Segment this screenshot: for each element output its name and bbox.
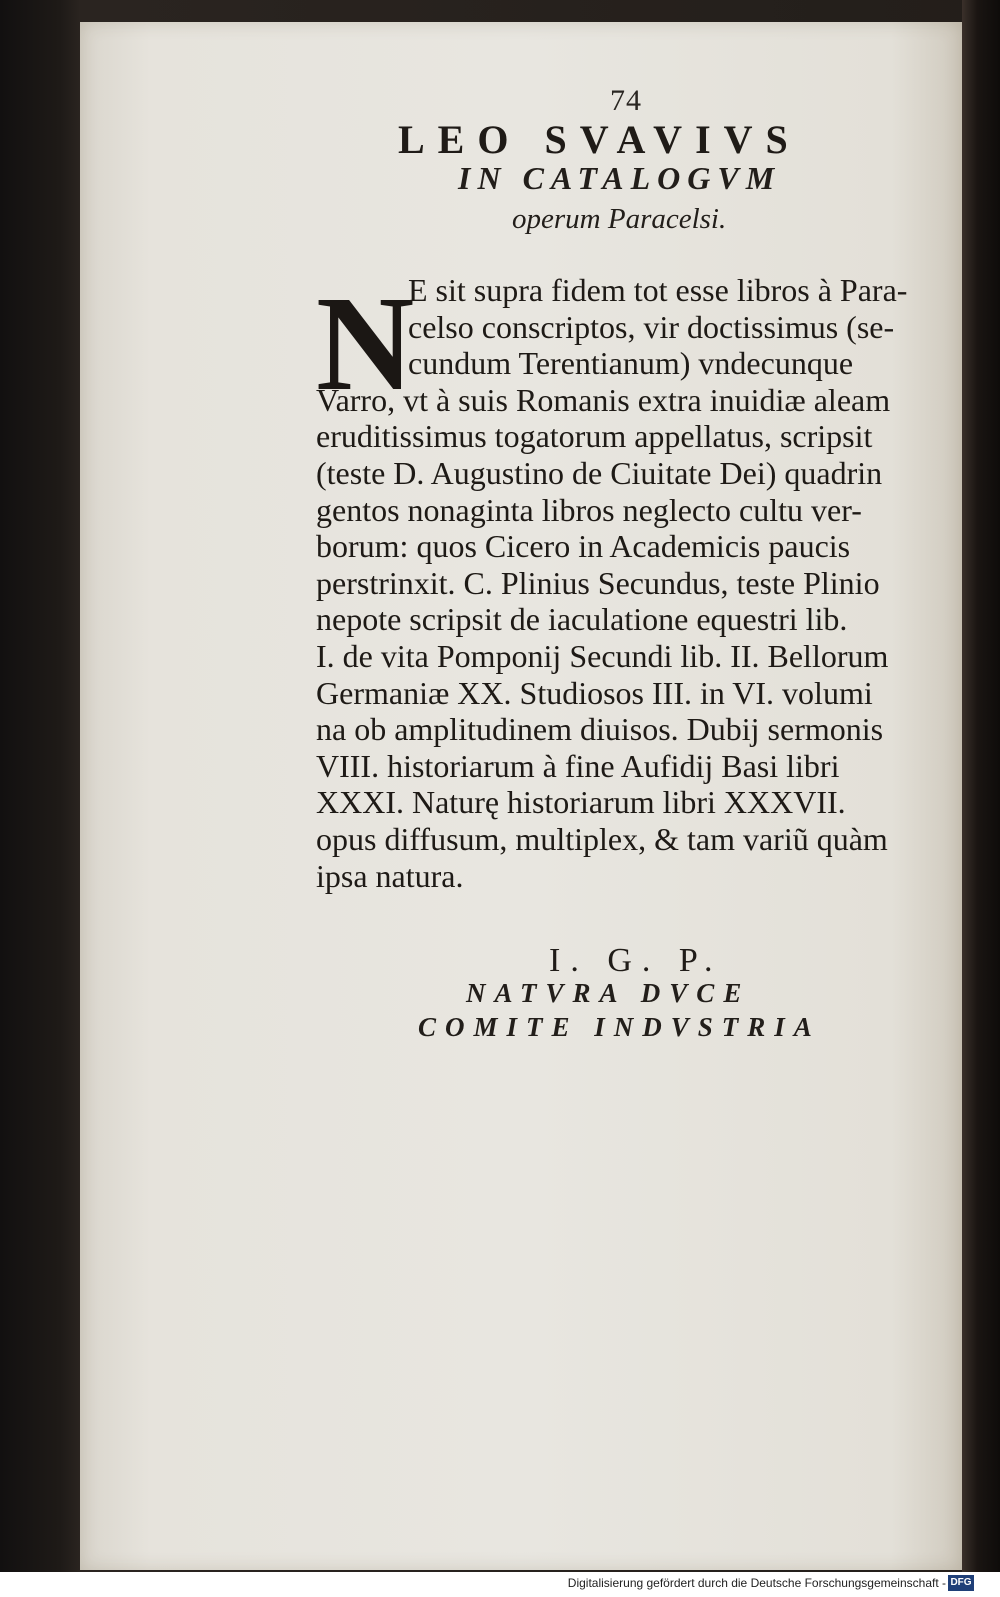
body-line: eruditissimus togatorum appellatus, scripsit bbox=[316, 418, 873, 455]
body-line: na ob amplitudinem diuisos. Dubij sermonis bbox=[316, 711, 884, 748]
body-line: VIII. historiarum à fine Aufidij Basi libri bbox=[316, 747, 840, 784]
body-line: Varro, vt à suis Romanis extra inuidiæ aleam bbox=[316, 381, 891, 418]
body-line: ipsa natura. bbox=[316, 857, 464, 894]
dfg-logo-icon: DFG bbox=[948, 1575, 974, 1591]
body-line: perstrinxit. C. Plinius Secundus, teste Plinio bbox=[316, 564, 880, 601]
body-line: (teste D. Augustino de Ciuitate Dei) quadrin bbox=[316, 454, 883, 491]
body-line: opus diffusum, multiplex, & tam variũ quàm bbox=[316, 820, 888, 857]
body-line: I. de vita Pomponij Secundi lib. II. Bellorum bbox=[316, 637, 889, 674]
body-line: nepote scripsit de iaculatione equestri lib. bbox=[316, 601, 848, 638]
title-work: operum Paracelsi. bbox=[512, 203, 727, 235]
page-number: 74 bbox=[610, 84, 642, 117]
body-text bbox=[316, 269, 946, 894]
body-line: celso conscriptos, vir doctissimus (se- bbox=[408, 308, 895, 345]
body-line: cundum Terentianum) vndecunque bbox=[408, 345, 854, 382]
signature-initials: I. G. P. bbox=[549, 942, 723, 979]
body-line: XXXI. Naturę historiarum libri XXXVII. bbox=[316, 784, 846, 821]
body-line: Germaniæ XX. Studiosos III. in VI. volumi bbox=[316, 674, 873, 711]
motto-line-2: COMITE INDVSTRIA bbox=[418, 1012, 821, 1042]
motto-line-1: NATVRA DVCE bbox=[466, 978, 751, 1008]
drop-cap: N bbox=[316, 269, 415, 419]
body-line: gentos nonaginta libros neglecto cultu ver- bbox=[316, 491, 862, 528]
body-line: borum: quos Cicero in Academicis paucis bbox=[316, 528, 851, 565]
footer-credit: Digitalisierung gefördert durch die Deutsche Forschungsgemeinschaft - bbox=[567, 1576, 946, 1590]
body-line: E sit supra fidem tot esse libros à Para- bbox=[408, 272, 908, 308]
title-subject: IN CATALOGVM bbox=[458, 160, 782, 196]
book-spine bbox=[962, 0, 1000, 1572]
title-author: LEO SVAVIVS bbox=[398, 117, 801, 162]
